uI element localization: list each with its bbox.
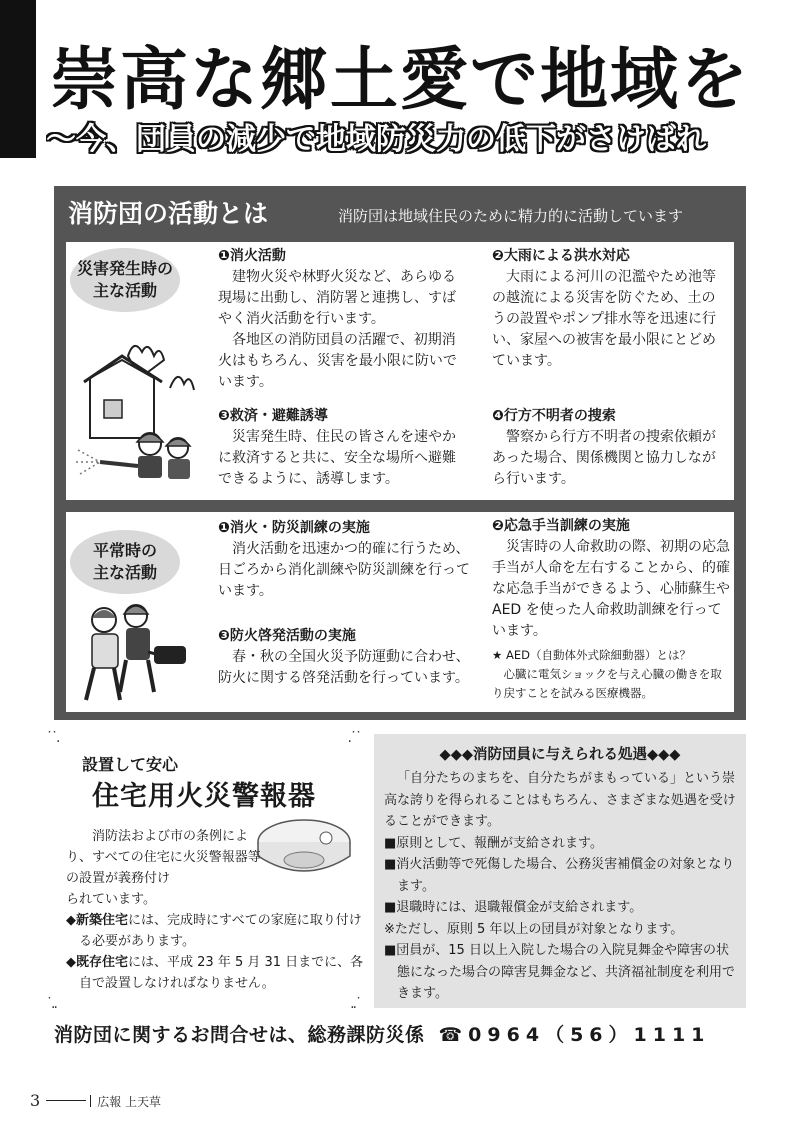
smoke-detector-icon (254, 816, 354, 886)
normal-item-awareness (218, 626, 474, 689)
disaster-item-rescue (218, 406, 458, 490)
activity-title: 消防団の活動とは (68, 199, 269, 228)
item-title: ❸救済・避難誘導 (218, 408, 328, 424)
page-subheadline: 〜今、団員の減少で地域防災力の低下がさけばれ (46, 122, 706, 157)
bullet-mark: ◆ (66, 955, 76, 970)
corner-dots: ˙.. (46, 996, 56, 1012)
badge-line: 災害発生時の (76, 259, 173, 278)
footer-tick (90, 1095, 91, 1107)
item-title: ❷応急手当訓練の実施 (492, 518, 630, 534)
normal-badge (70, 530, 180, 594)
alarm-intro: 消防法および市の条例により、すべての住宅に火災警報器等の設置が義務付け (66, 829, 261, 886)
firefighters-illustration (70, 338, 210, 488)
benefits-section (374, 734, 746, 1008)
page-tab-marker (0, 0, 36, 158)
badge-line: 主な活動 (92, 281, 157, 300)
footer-rule (46, 1100, 86, 1101)
benefit-item: ■消火活動等で死傷した場合、公務災害補償金の対象となります。 (384, 857, 735, 894)
bullet-mark: ◆ (66, 913, 76, 928)
contact-phone: ☎0964（56）1111 (438, 1024, 711, 1046)
bullet-strong: 既存住宅 (76, 955, 129, 970)
item-body: 大雨による河川の氾濫やため池等の越流による災害を防ぐため、土のうの設置やポンプ排水等を迅速に行い、家屋への被害を最小限にとどめています。 (492, 269, 716, 369)
bullet-text: には、完成時にすべての家庭に取り付ける必要があります。 (79, 913, 362, 949)
activity-section (54, 186, 746, 720)
aed-note (492, 646, 730, 703)
item-body: 建物火災や林野火災など、あらゆる現場に出動し、消防署と連携し、すばやく消火活動を行います。 (218, 269, 456, 327)
benefits-title: ◆◆◆消防団員に与えられる処遇◆◆◆ (439, 747, 681, 763)
contact-text: 消防団に関するお問合せは、総務課防災係 (54, 1024, 425, 1046)
benefit-note: ※ただし、原則 5 年以上の団員が対象となります。 (384, 921, 684, 937)
corner-dots: ˙˙. (46, 730, 59, 746)
aed-note-body: 心臓に電気ショックを与え心臓の働きを取り戻すことを試みる医療機器。 (492, 667, 722, 700)
training-illustration (70, 590, 194, 708)
item-title: ❹行方不明者の捜索 (492, 408, 616, 424)
bullet-text: には、平成 23 年 5 月 31 日までに、各自で設置しなければなりません。 (79, 955, 364, 991)
page-headline: 崇高な郷土愛で地域を (50, 41, 751, 120)
normal-item-drills (218, 518, 474, 602)
aed-note-title: ★ AED（自動体外式除細動器）とは？ (492, 648, 691, 662)
alarm-title: 住宅用火災警報器 (92, 781, 316, 812)
normal-activities-panel (66, 512, 734, 712)
disaster-item-flood (492, 246, 728, 372)
normal-item-first-aid (492, 516, 730, 642)
item-body: 各地区の消防団員の活躍で、初期消火はもちろん、災害を最小限に防いでいます。 (218, 332, 457, 390)
item-title: ❸防火啓発活動の実施 (218, 628, 356, 644)
benefit-item: ■団員が、15 日以上入院した場合の入院見舞金や障害の状態になった場合の障害見舞金など、共済福祉制度を利用できます。 (384, 943, 736, 1001)
item-body: 災害発生時、住民の皆さんを速やかに救済すると共に、安全な場所へ避難できるように、誘導します。 (218, 429, 456, 487)
contact-line (54, 1020, 754, 1047)
disaster-badge (70, 248, 180, 312)
item-title: ❷大雨による洪水対応 (492, 248, 630, 264)
benefit-item: ■退職時には、退職報償金が支給されます。 (384, 900, 643, 915)
item-body: 春・秋の全国火災予防運動に合わせ、防火に関する啓発活動を行っています。 (218, 649, 470, 686)
alarm-pretitle: 設置して安心 (82, 755, 179, 774)
item-title: ❶消火活動 (218, 248, 286, 264)
activity-subtitle: 消防団は地域住民のために精力的に活動しています (338, 207, 684, 225)
page-number: 3 (30, 1091, 41, 1110)
alarm-bullet-existing-house (66, 952, 364, 994)
badge-line: 主な活動 (92, 563, 157, 582)
badge-line: 平常時の (92, 541, 157, 560)
disaster-activities-panel (66, 242, 734, 500)
alarm-bullet-new-house (66, 910, 364, 952)
disaster-item-firefighting (218, 246, 458, 393)
alarm-intro-end: られています。 (66, 892, 156, 907)
publication-name: 広報 上天草 (97, 1095, 162, 1109)
disaster-item-search (492, 406, 728, 490)
fire-alarm-section (46, 730, 364, 1012)
corner-dots: ..˙ (350, 996, 360, 1012)
benefit-item: ■原則として、報酬が支給されます。 (384, 835, 603, 851)
item-body: 消火活動を迅速かつ的確に行うため、日ごろから消化訓練や防災訓練を行っています。 (218, 541, 470, 599)
benefits-text (384, 768, 740, 1005)
item-body: 災害時の人命救助の際、初期の応急手当が人命を左右することから、的確な応急手当ができるよう、心肺蘇生や AED を使った人命救助訓練を行っています。 (492, 539, 730, 639)
benefits-intro: 「自分たちのまちを、自分たちがまもっている」という崇高な誇りを得られることはもちろん、さまざまな処遇を受けることができます。 (384, 771, 736, 829)
item-title: ❶消火・防災訓練の実施 (218, 520, 370, 536)
item-body: 警察から行方不明者の捜索依頼があった場合、関係機関と協力しながら行います。 (492, 429, 716, 487)
corner-dots: .˙˙ (347, 730, 360, 746)
page-footer (30, 1091, 161, 1111)
bullet-strong: 新築住宅 (76, 913, 129, 928)
